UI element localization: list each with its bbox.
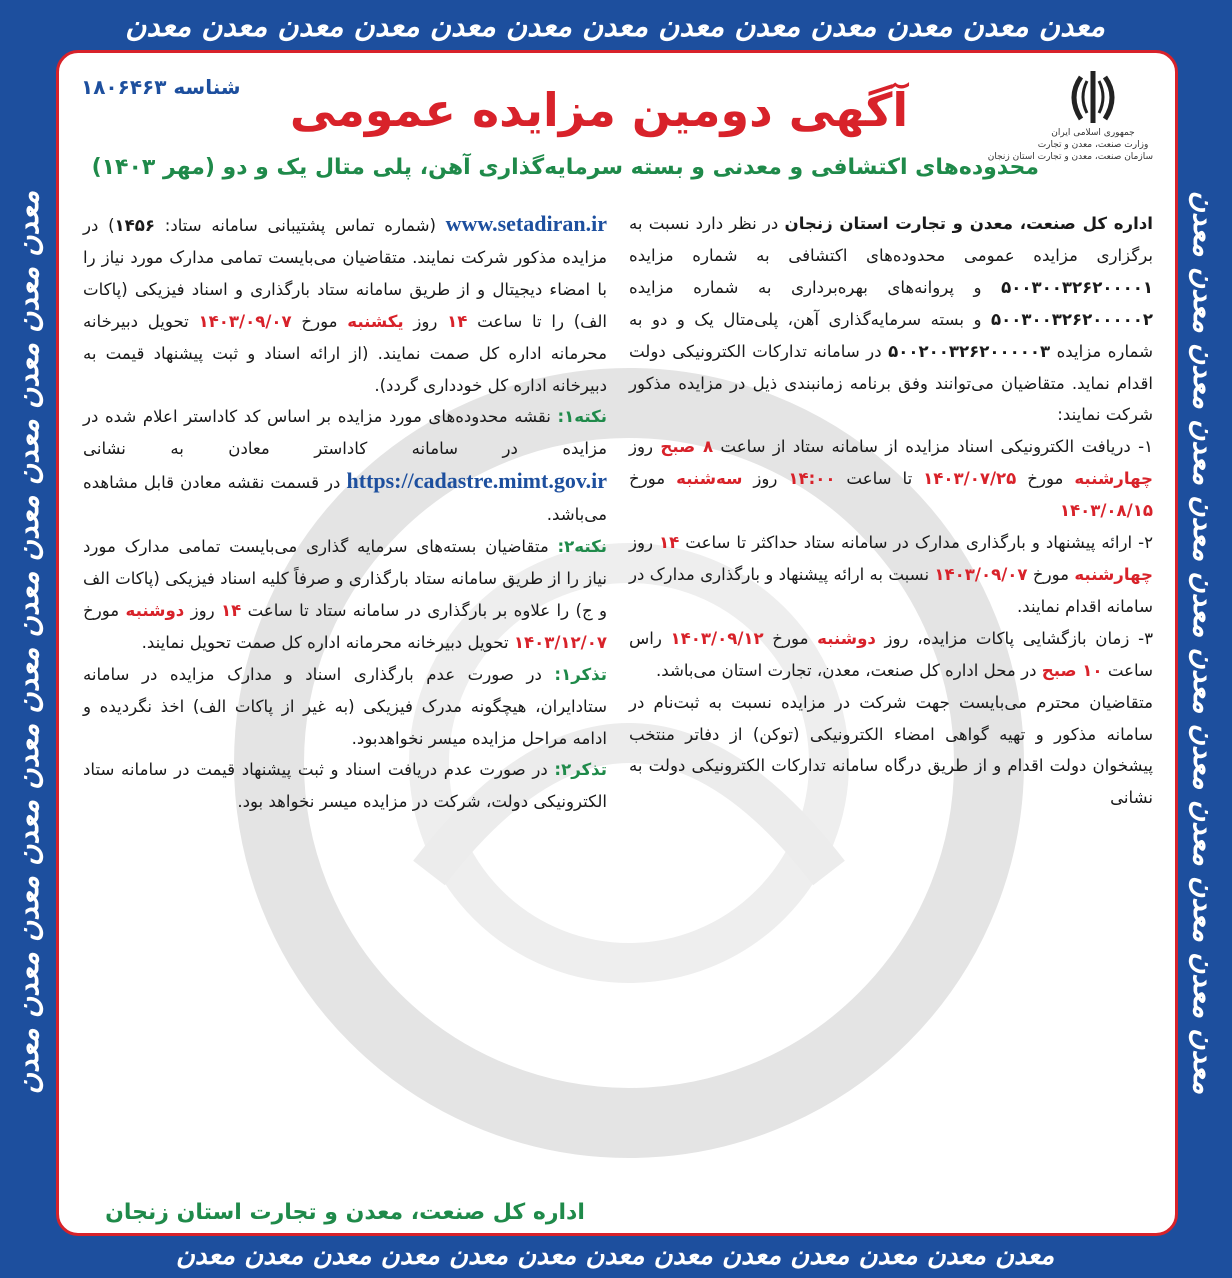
participation-paragraph [83, 208, 607, 401]
note-1 [83, 401, 607, 531]
auction-number-1: ۵۰۰۳۰۰۳۲۶۲۰۰۰۰۱ [1001, 277, 1153, 297]
border-bottom-pattern: معدن معدن معدن معدن معدن معدن معدن معدن معدن معدن معدن معدن معدن [175, 1241, 1055, 1271]
text-run: در محل اداره کل صنعت، معدن، تجارت استان می‌باشد. [655, 660, 1042, 680]
border-top-pattern: معدن معدن معدن معدن معدن معدن معدن معدن معدن معدن معدن معدن معدن [125, 9, 1105, 43]
text-run: روز [629, 533, 660, 553]
text-run: مورخ [629, 469, 677, 489]
highlight-time: ۸ صبح [660, 437, 714, 457]
highlight-time: ۱۴ [659, 533, 680, 553]
text-run: و بسته سرمایه‌گذاری آهن، پلی‌متال یک و دو به شماره مزایده [629, 309, 1153, 361]
text-run: در قسمت نقشه معادن قابل مشاهده می‌باشد. [83, 473, 607, 525]
reminder-label: تذکر۲: [554, 760, 607, 780]
emblem-caption-2: وزارت صنعت، معدن و تجارت [1037, 140, 1149, 150]
text-run: مورخ [291, 311, 348, 331]
text-run: ۳- زمان بازگشایی پاکات مزایده، روز [875, 628, 1153, 648]
schedule-item-1 [629, 431, 1153, 527]
text-run: مورخ [1016, 469, 1075, 489]
setadiran-link[interactable]: www.setadiran.ir [445, 211, 607, 236]
text-run: تا ساعت [835, 469, 924, 489]
text-run: ۲- ارائه پیشنهاد و بارگذاری مدارک در سامانه ستاد حداکثر تا ساعت [679, 533, 1153, 553]
text-run: در صورت عدم دریافت اسناد و ثبت پیشنهاد قیمت در سامانه ستاد الکترونیکی دولت، شرکت در مزایده میسر نخواهد بود. [83, 760, 607, 812]
highlight-day: یکشنبه [347, 311, 404, 331]
highlight-date: ۱۴۰۳/۰۹/۰۷ [934, 564, 1028, 584]
highlight-time: ۱۴ [447, 311, 468, 331]
highlight-date: ۱۴۰۳/۰۹/۱۲ [670, 628, 764, 648]
highlight-time: ۱۰ صبح [1041, 660, 1103, 680]
text-run: روز [742, 469, 789, 489]
note-label: نکته۲: [557, 537, 607, 557]
emblem-caption-3: سازمان صنعت، معدن و تجارت استان زنجان [987, 152, 1153, 162]
text-run: نسبت به ارائه پیشنهاد و بارگذاری مدارک در سامانه اقدام نمایند. [629, 564, 1153, 616]
border-right-text: معدن معدن معدن معدن معدن معدن معدن معدن معدن معدن معدن معدن [1187, 190, 1221, 1095]
note-2 [83, 531, 607, 659]
notice-serial-number: شناسه ۱۸۰۶۴۶۳ [81, 75, 241, 99]
cadastre-link[interactable]: https://cadastre.mimt.gov.ir [346, 468, 607, 494]
text-run: ) در مزایده مذکور شرکت نمایند. متقاضیان می‌بایست تمامی مدارک مورد نیاز را با امضاء دیجیتال و از طریق سامانه ستاد بارگذاری و اسناد فیزیکی (پاکات الف) را تا ساعت [83, 216, 608, 331]
emblem-caption-1: جمهوری اسلامی ایران [1051, 128, 1135, 138]
text-run: تحویل دبیرخانه محرمانه اداره کل صمت نمایند. (از ارائه اسناد و ثبت پیشنهاد قیمت به دبیرخانه اداره کل خودداری گردد). [83, 311, 607, 395]
reminder-2 [83, 754, 607, 818]
right-column [629, 208, 1153, 814]
schedule-item-3 [629, 623, 1153, 687]
highlight-day: سه‌شنبه [676, 469, 743, 489]
organizer-name: اداره کل صنعت، معدن و تجارت استان زنجان [784, 214, 1153, 233]
text-run: و پروانه‌های بهره‌برداری به شماره مزایده [629, 277, 1002, 297]
schedule-item-2 [629, 527, 1153, 623]
text-run: متقاضیان بسته‌های سرمایه گذاری می‌بایست تمامی مدارک مورد نیاز را از طریق سامانه ستاد بارگذاری و صرفاً کلیه اسناد فیزیکی (پاکات الف و ج) را علاوه بر بارگذاری در سامانه ستاد تا ساعت [83, 537, 607, 620]
iran-emblem-icon [1061, 67, 1125, 127]
closing-paragraph: متقاضیان محترم می‌بایست جهت شرکت در مزایده نسبت به ثبت‌نام در سامانه مذکور و تهیه گواهی امضاء الکترونیکی (توکن) از دفاتر منتخب پیشخوان دولت اقدام و از طریق درگاه سامانه تدارکات الکترونیکی دولت به نشانی [629, 692, 1153, 808]
text-run: روز [403, 311, 448, 331]
footer-signature: اداره کل صنعت، معدن و تجارت استان زنجان [105, 1200, 585, 1225]
notice-subtitle: محدوده‌های اکتشافی و معدنی و بسته سرمایه‌گذاری آهن، پلی متال یک و دو (مهر ۱۴۰۳) [91, 155, 1039, 180]
highlight-date: ۱۴۰۳/۰۷/۲۵ [923, 469, 1017, 489]
intro-paragraph [629, 208, 1153, 431]
highlight-day: دوشنبه [125, 600, 185, 620]
text-run: (شماره تماس پشتیبانی سامانه ستاد: [155, 216, 446, 235]
text-run: در نظر دارد نسبت به برگزاری مزایده عمومی محدوده‌های اکتشافی به شماره مزایده [629, 214, 1153, 265]
auction-number-2: ۵۰۰۳۰۰۳۲۶۲۰۰۰۰۰۲ [990, 309, 1153, 329]
text-run: روز [629, 437, 661, 457]
text-run: ۱- دریافت الکترونیکی اسناد مزایده از سامانه ستاد از ساعت [713, 437, 1153, 457]
notice-body [56, 50, 1178, 1236]
highlight-time: ۱۴:۰۰ [788, 469, 836, 489]
text-run: در سامانه تدارکات الکترونیکی دولت اقدام نماید. متقاضیان می‌توانند وفق برنامه زمانبندی ذیل در مزایده مذکور شرکت نمایند: [629, 341, 1153, 425]
note-label: نکته۱: [557, 407, 607, 427]
auction-number-3: ۵۰۰۲۰۰۳۲۶۲۰۰۰۰۰۳ [888, 341, 1051, 361]
text-run: در صورت عدم بارگذاری اسناد و مدارک مزایده در سامانه ستادایران، هیچگونه مدرک فیزیکی (به غیر از پاکات الف) اخذ نگردیده و ادامه مراحل مزایده میسر نخواهدبود. [83, 664, 607, 748]
text-run: نقشه محدوده‌های مورد مزایده بر اساس کد کاداستر اعلام شده در مزایده در سامانه کاداستر معادن به نشانی [83, 407, 607, 459]
notice-title: آگهی دومین مزایده عمومی [289, 83, 909, 137]
government-emblem [987, 67, 1153, 163]
highlight-time: ۱۴ [221, 600, 242, 620]
text-run: تحویل دبیرخانه محرمانه اداره کل صمت تحویل نمایند. [141, 632, 514, 652]
reminder-1 [83, 659, 607, 755]
text-run: روز [184, 600, 222, 620]
text-run: مورخ [83, 600, 126, 620]
border-right-pattern [1178, 50, 1230, 1235]
highlight-day: چهارشنبه [1074, 469, 1153, 489]
left-column [83, 208, 607, 818]
support-number: ۱۴۵۶ [114, 216, 156, 235]
highlight-day: چهارشنبه [1074, 564, 1153, 584]
highlight-date: ۱۴۰۳/۰۸/۱۵ [1059, 501, 1153, 521]
highlight-date: ۱۴۰۳/۱۲/۰۷ [513, 632, 607, 652]
reminder-label: تذکر۱: [554, 664, 607, 684]
text-run: مورخ [763, 628, 818, 648]
border-left-text: معدن معدن معدن معدن معدن معدن معدن معدن معدن معدن معدن معدن [11, 190, 45, 1095]
text-run: مورخ [1027, 564, 1075, 584]
border-left-pattern [2, 50, 54, 1235]
text-run: راس ساعت [629, 628, 1153, 680]
highlight-date: ۱۴۰۳/۰۹/۰۷ [198, 311, 292, 331]
highlight-day: دوشنبه [817, 628, 876, 648]
